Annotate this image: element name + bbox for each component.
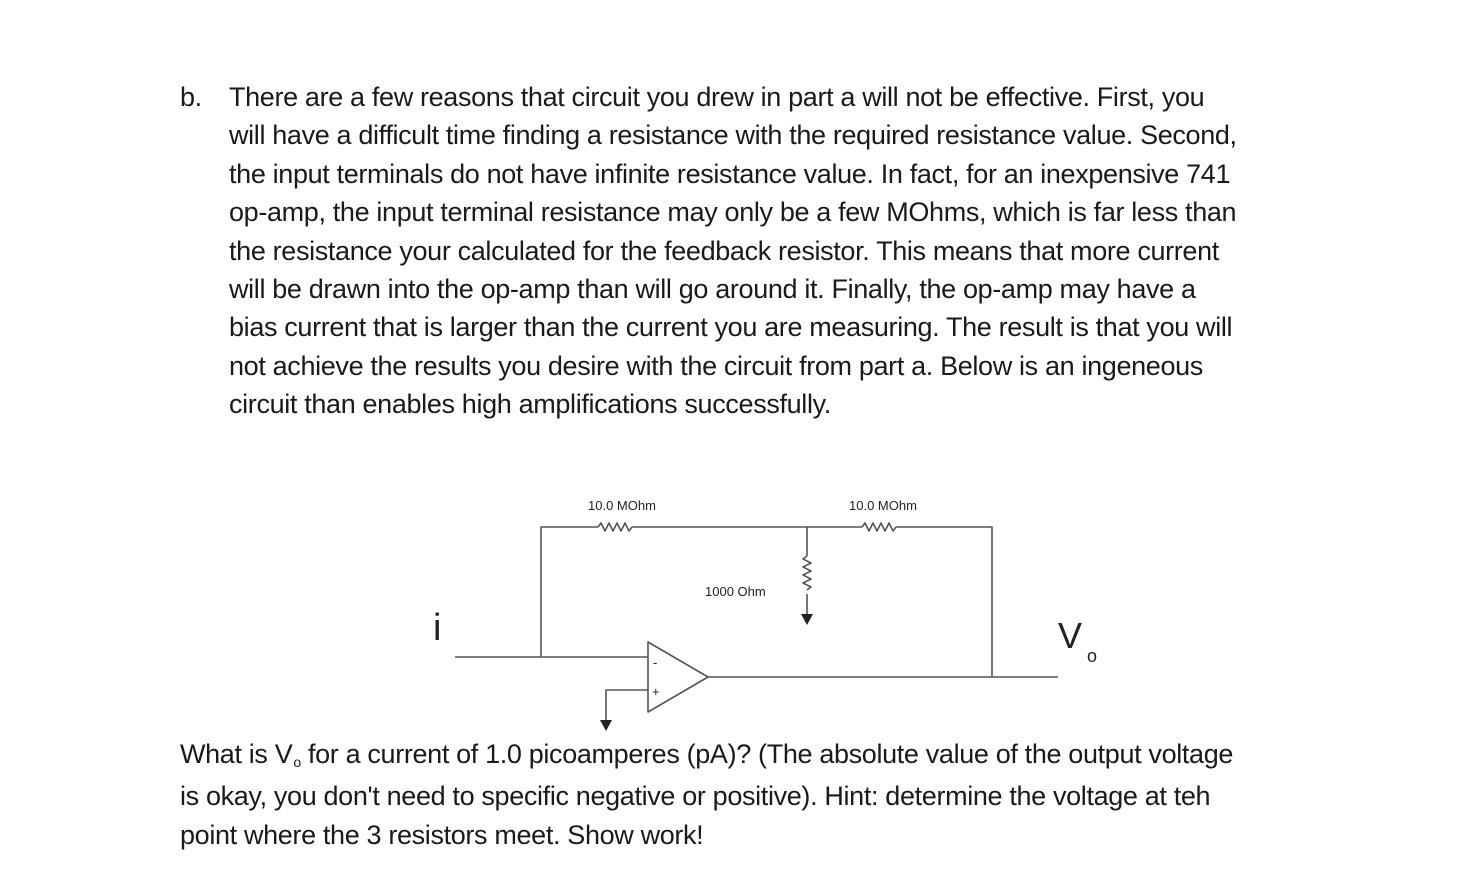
question-suffix: for a current of 1.0 picoamperes (pA)? (The absolute value of the output voltage [300, 739, 1234, 769]
question-prefix: What is V [180, 739, 293, 769]
resistor-r2 [862, 523, 896, 531]
question-line-2: is okay, you don't need to specific negative or positive). Hint: determine the voltage at teh [180, 781, 1211, 812]
output-voltage-subscript: o [1087, 646, 1098, 666]
left-loop-wire [541, 527, 598, 657]
paragraph-line: op-amp, the input terminal resistance may only be a few MOhms, which is far less than [229, 197, 1237, 228]
ground-arrow-r3 [801, 614, 813, 625]
opamp-triangle [648, 642, 708, 712]
r2-label: 10.0 MOhm [849, 498, 917, 513]
resistor-r1 [598, 523, 632, 531]
question-subscript: o [293, 754, 301, 770]
paragraph-line: There are a few reasons that circuit you drew in part a will not be effective. First, you [229, 82, 1205, 112]
input-current-label: i [433, 607, 442, 649]
question-line-3: point where the 3 resistors meet. Show work! [180, 819, 704, 850]
paragraph-line: will have a difficult time finding a resistance with the required resistance value. Second, [229, 120, 1237, 151]
question-paragraph [180, 735, 1410, 854]
opamp-minus-sign: - [653, 655, 658, 670]
ground-arrow-noninv [600, 720, 612, 731]
r3-label: 1000 Ohm [705, 584, 766, 599]
output-voltage-label: V [1058, 615, 1083, 656]
resistor-r3 [803, 556, 811, 590]
paragraph-line: will be drawn into the op-amp than will go around it. Finally, the op-amp may have a [229, 274, 1196, 305]
r1-label: 10.0 MOhm [588, 498, 656, 513]
paragraph-line: the resistance your calculated for the feedback resistor. This means that more current [229, 235, 1219, 266]
output-feedback-wire [896, 527, 992, 677]
paragraph-line: circuit than enables high amplifications successfully. [229, 389, 831, 420]
paragraph-line: bias current that is larger than the current you are measuring. The result is that you will [229, 312, 1233, 343]
question-line-1 [180, 735, 1410, 777]
paragraph-line: the input terminals do not have infinite resistance value. In fact, for an inexpensive 741 [229, 158, 1231, 189]
ground-wire [606, 690, 648, 720]
opamp-plus-sign: + [652, 684, 660, 699]
paragraph-line: not achieve the results you desire with the circuit from part a. Below is an ingeneous [229, 350, 1203, 381]
list-marker: b. [180, 82, 202, 112]
